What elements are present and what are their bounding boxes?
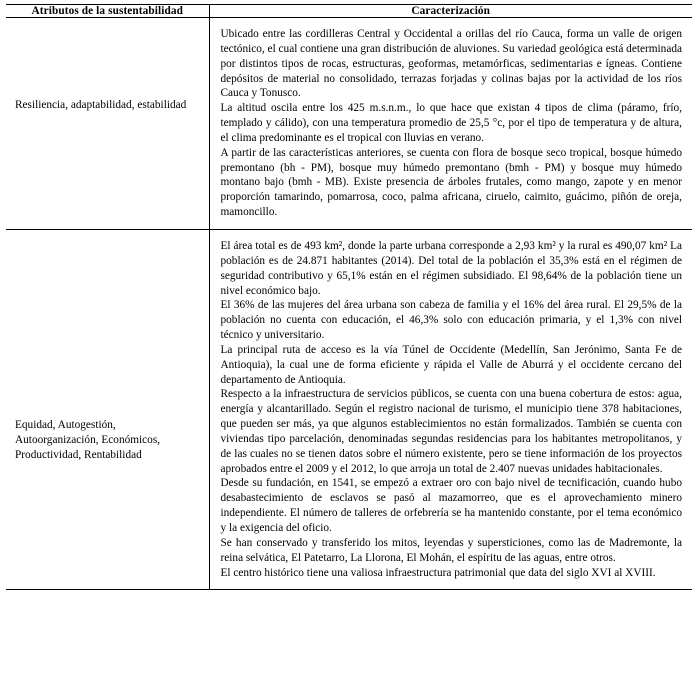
sustainability-attributes-table bbox=[6, 4, 692, 590]
paragraph: El 36% de las mujeres del área urbana son cabeza de familia y el 16% del área rural. El 29,5% de la población no cuenta con educación, el 46,3% solo con educación primaria, y el 1,3% con nivel técnico y universitario. bbox=[220, 299, 682, 342]
paragraph: Ubicado entre las cordilleras Central y Occidental a orillas del río Cauca, forma un valle de origen tectónico, el cual contiene una gran distribución de aluviones. Su variedad geológica está determinada por distintos tipos de rocas, estructuras, geoformas, metamórficas, sedimentarias e ígneas. Contiene depósitos de material no consolidado, terrazas forjadas y colinas bajas por la actividad de los ríos Cauca y Tonusco. bbox=[220, 28, 682, 100]
paragraph: El centro histórico tiene una valiosa infraestructura patrimonial que data del siglo XVI al XVIII. bbox=[220, 566, 656, 579]
attributes-label: Resiliencia, adaptabilidad, estabilidad bbox=[15, 99, 187, 111]
paragraph: Se han conservado y transferido los mitos, leyendas y supersticiones, como las de Madremonte, la reina selvática, El Patetarro, La Llorona, El Mohán, el espíritu de las aguas, entre otros. bbox=[220, 536, 682, 564]
paragraph: Respecto a la infraestructura de servicios públicos, se cuenta con una buena cobertura de estos: agua, energía y alcantarillado. Según el registro nacional de turismo, el municipio tiene 378 habitaciones, que pueden ser más, ya que algunos establecimientos no están formalizados. También se cuenta con viviendas tipo parcelación, denominadas segundas residencias para los habitantes metropolitanos, y de las cuales no se tienen datos sobre el número existente, pero se tiene información de los proyectos aprobados entre el 2009 y el 2012, lo que arroja un total de 2.407 nuevas unidades habitacionales. bbox=[220, 388, 682, 475]
column-header-attributes: Atributos de la sustentabilidad bbox=[6, 5, 209, 18]
column-header-characterization: Caracterización bbox=[209, 5, 692, 18]
paragraph: A partir de las características anteriores, se cuenta con flora de bosque seco tropical, bosque húmedo premontano (bh - PM), bosque muy húmedo premontano (bmh - PM) y bosque muy húmedo montano bajo (bmh - MB). Existe presencia de árboles frutales, como mango, zapote y en menor proporción tamarindo, pomarrosa, coco, palma africana, ciruelo, caimito, guácimo, piñón de oreja, mamoncillo. bbox=[220, 146, 682, 219]
attributes-label: Equidad, Autogestión, Autoorganización, Económicos, Productividad, Rentabilidad bbox=[15, 418, 161, 462]
table-header-row bbox=[6, 5, 692, 18]
table-row bbox=[6, 229, 692, 589]
characterization-cell-resilience bbox=[209, 18, 692, 230]
characterization-cell-equity bbox=[209, 229, 692, 589]
paragraph: El área total es de 493 km², donde la parte urbana corresponde a 2,93 km² y la rural es 490,07 km² La población es de 24.871 habitantes (2014). Del total de la población el 35,3% está en el régimen de seguridad contributivo y 65,1% están en el régimen subsidiado. El 98,64% de la población tiene un nivel económico bajo. bbox=[220, 239, 682, 297]
paragraph: La altitud oscila entre los 425 m.s.n.m., lo que hace que existan 4 tipos de clima (páramo, frío, templado y cálido), con una temperatura promedio de 25,5 °c, por el tipo de temperatura y de altura, el clima predominante es el tropical con lluvias en verano. bbox=[220, 102, 682, 144]
attributes-cell-resilience bbox=[6, 18, 209, 230]
table-row bbox=[6, 18, 692, 230]
attributes-cell-equity bbox=[6, 229, 209, 589]
paragraph: Desde su fundación, en 1541, se empezó a extraer oro con bajo nivel de tecnificación, cuando hubo desabastecimiento de esclavos se pasó al mazamorreo, que es el aprovechamiento minero independiente. El número de talleres de orfebrería se ha mantenido constante, por el tema económico y la exigencia del oficio. bbox=[220, 477, 682, 534]
paragraph: La principal ruta de acceso es la vía Túnel de Occidente (Medellín, San Jerónimo, Santa Fe de Antioquia), la cual une de forma eficiente y rápida el Valle de Aburrá y el occidente cercano del departamento de Antioquia. bbox=[220, 343, 682, 386]
